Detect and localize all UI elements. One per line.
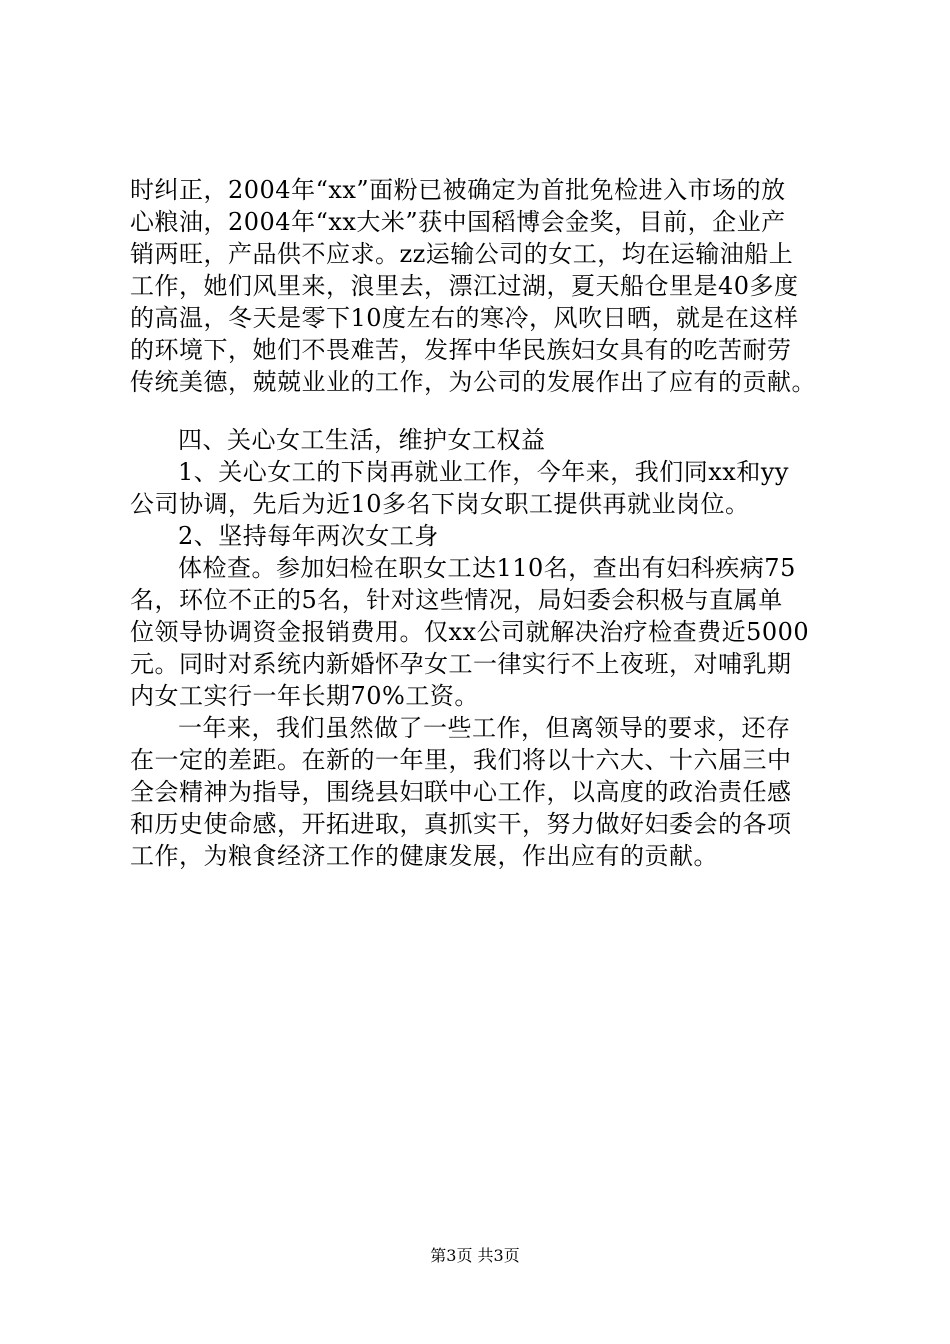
body-line: 时纠正，2004年“xx”面粉已被确定为首批免检进入市场的放 — [130, 176, 786, 204]
body-line: 2、坚持每年两次女工身 — [178, 522, 439, 550]
body-line: 体检查。参加妇检在职女工达110名，查出有妇科疾病75 — [178, 554, 796, 582]
body-line: 1、关心女工的下岗再就业工作，今年来，我们同xx和yy — [178, 458, 789, 486]
section-heading: 四、关心女工生活，维护女工权益 — [178, 426, 546, 454]
body-line: 工作，为粮食经济工作的健康发展，作出应有的贡献。 — [130, 842, 718, 870]
body-line: 的环境下，她们不畏难苦，发挥中华民族妇女具有的吃苦耐劳 — [130, 336, 792, 364]
body-line: 元。同时对系统内新婚怀孕女工一律实行不上夜班，对哺乳期 — [130, 650, 792, 678]
body-line: 的高温，冬天是零下10度左右的寒冷，风吹日晒，就是在这样 — [130, 304, 799, 332]
body-line: 工作，她们风里来，浪里去，漂江过湖，夏天船仓里是40多度 — [130, 272, 799, 300]
body-line: 名，环位不正的5名，针对这些情况，局妇委会积极与直属单 — [130, 586, 783, 614]
body-line: 传统美德，兢兢业业的工作，为公司的发展作出了应有的贡献。 — [130, 368, 816, 396]
body-line: 一年来，我们虽然做了一些工作，但离领导的要求，还存 — [178, 714, 791, 742]
body-line: 全会精神为指导，围绕县妇联中心工作，以高度的政治责任感 — [130, 778, 792, 806]
page-number: 第3页 共3页 — [430, 1246, 520, 1265]
body-line: 位领导协调资金报销费用。仅xx公司就解决治疗检查费近5000 — [130, 618, 810, 646]
body-line: 公司协调，先后为近10多名下岗女职工提供再就业岗位。 — [130, 490, 750, 518]
body-line: 销两旺，产品供不应求。zz运输公司的女工，均在运输油船上 — [130, 240, 794, 268]
body-line: 内女工实行一年长期70%工资。 — [130, 682, 479, 710]
body-line: 在一定的差距。在新的一年里，我们将以十六大、十六届三中 — [130, 746, 792, 774]
body-line: 和历史使命感，开拓进取，真抓实干，努力做好妇委会的各项 — [130, 810, 792, 838]
body-line: 心粮油，2004年“xx大米”获中国稻博会金奖，目前，企业产 — [130, 208, 786, 236]
